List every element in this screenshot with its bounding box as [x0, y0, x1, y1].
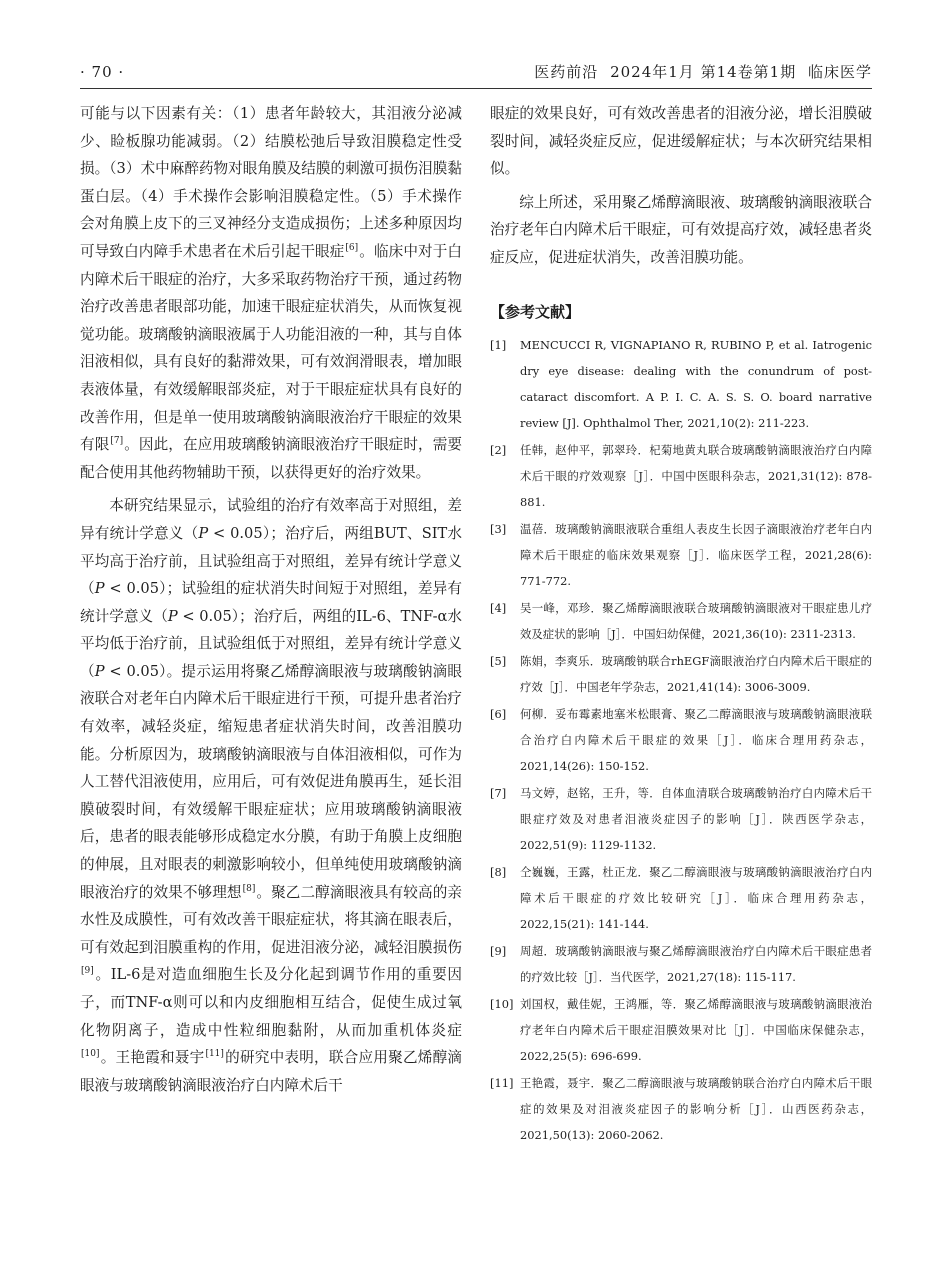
p-symbol: P [198, 524, 209, 542]
reference-item: [2] 任韩，赵仲平，郭翠玲．杞菊地黄丸联合玻璃酸钠滴眼液治疗白内障术后干眼的疗效观察［J］．中国中医眼科杂志，2021,31(12): 878-881. [490, 443, 872, 509]
references-section [490, 302, 872, 1149]
citation: [11] [205, 1049, 224, 1060]
p-value: < 0.05） [104, 662, 167, 680]
citation: [10] [81, 1049, 100, 1060]
reference-item: [5] 陈娟，李爽乐．玻璃酸钠联合rhEGF滴眼液治疗白内障术后干眼症的疗效［J］．中国老年学杂志，2021,41(14): 3006-3009. [490, 654, 872, 694]
p-symbol: P [94, 580, 105, 598]
citation: [8] [242, 883, 256, 894]
journal-info [528, 60, 872, 84]
reference-item: [8] 仝巍巍，王露，杜正龙．聚乙二醇滴眼液与玻璃酸钠滴眼液治疗白内障术后干眼症的疗效比较研究［J］．临床合理用药杂志，2022,15(21): 141-144. [490, 865, 872, 931]
journal-section: 临床医学 [807, 63, 872, 81]
reference-item: [7] 马文婷，赵铭，王升，等．自体血清联合玻璃酸钠治疗白内障术后干眼症疗效及对患者泪液炎症因子的影响［J］．陕西医学杂志，2022,51(9): 1129-1132. [490, 786, 872, 852]
discussion-paragraph-1: 可能与以下因素有关：（1）患者年龄较大，其泪液分泌减少、睑板腺功能减弱。（2）结膜松弛后导致泪膜稳定性受损。（3）术中麻醉药物对眼角膜及结膜的刺激可损伤泪膜黏蛋白层。（4）手术操作会影响泪膜稳定性。（5）手术操作会对角膜上皮下的三叉神经分支造成损伤；上述多种原因均可导致白内障手术患者在术后引起干眼症[6]。临床中对于白内障术后干眼症的治疗，大多采取药物治疗干预，通过药物治疗改善患者眼部功能，加速干眼症症状消失，从而恢复视觉功能。玻璃酸钠滴眼液属于人功能泪液的一种，其与自体泪液相似，具有良好的黏滞效果，可有效润滑眼表，增加眼表液体量，有效缓解眼部炎症，对于干眼症症状具有良好的改善作用，但是单一使用玻璃酸钠滴眼液治疗干眼症的效果有限[7]。因此，在应用玻璃酸钠滴眼液治疗干眼症时，需要配合使用其他药物辅助干预，以获得更好的治疗效果。 [80, 105, 462, 481]
references-title: 【参考文献】 [490, 303, 581, 321]
journal-name: 医药前沿 [534, 63, 599, 81]
reference-item: [9] 周超．玻璃酸钠滴眼液与聚乙烯醇滴眼液治疗白内障术后干眼症患者的疗效比较［J］．当代医学，2021,27(18): 115-117. [490, 944, 872, 984]
p-symbol: P [94, 662, 105, 680]
p-symbol: P [167, 607, 178, 625]
reference-item: [3] 温蓓．玻璃酸钠滴眼液联合重组人表皮生长因子滴眼液治疗老年白内障术后干眼症的临床效果观察［J］．临床医学工程，2021,28(6): 771-772. [490, 522, 872, 588]
left-column [80, 100, 462, 1099]
discussion-paragraph-2: 本研究结果显示，试验组的治疗有效率高于对照组，差异有统计学意义（P < 0.05）；治疗后，两组BUT、SIT水平均高于治疗前，且试验组高于对照组，差异有统计学意义（P < 0.05）；试验组的症状消失时间短于对照组，差异有统计学意义（P < 0.05）；治疗后，两组的IL-6、TNF-α水平均低于治疗前，且试验组低于对照组，差异有统计学意义（P < 0.05）。提示运用将聚乙烯醇滴眼液与玻璃酸钠滴眼液联合对老年白内障术后干眼症进行干预，可提升患者治疗有效率，减轻炎症，缩短患者症状消失时间，改善泪膜功能。分析原因为，玻璃酸钠滴眼液与自体泪液相似，可作为人工替代泪液使用，应用后，可有效促进角膜再生，延长泪膜破裂时间，有效缓解干眼症症状；应用玻璃酸钠滴眼液后，患者的眼表能够形成稳定水分膜，有助于角膜上皮细胞的伸展，且对眼表的刺激影响较小，但单纯使用玻璃酸钠滴眼液治疗的效果不够理想[8]。聚乙二醇滴眼液具有较高的亲水性及成膜性，可有效改善干眼症症状，将其滴在眼表后，可有效起到泪膜重构的作用，促进泪液分泌，减轻泪膜损伤[9]。IL-6是对造血细胞生长及分化起到调节作用的重要因子，而TNF-α则可以和内皮细胞相互结合，促使生成过氧化物阴离子，造成中性粒细胞黏附，从而加重机体炎症[10]。王艳霞和聂宇[11]的研究中表明，联合应用聚乙烯醇滴眼液与玻璃酸钠滴眼液治疗白内障术后干 [80, 497, 462, 1094]
page-number: · 70 · [80, 63, 125, 81]
citation: [6] [345, 242, 359, 253]
reference-item: [6] 何柳．妥布霉素地塞米松眼膏、聚乙二醇滴眼液与玻璃酸钠滴眼液联合治疗白内障术后干眼症的效果［J］．临床合理用药杂志，2021,14(26): 150-152. [490, 707, 872, 773]
reference-list [490, 332, 872, 1148]
citation: [9] [81, 966, 94, 977]
p-value: < 0.05） [177, 607, 240, 625]
reference-item: [11] 王艳霞，聂宇．聚乙二醇滴眼液与玻璃酸钠联合治疗白内障术后干眼症的效果及对泪液炎症因子的影响分析［J］．山西医药杂志，2021,50(13): 2060-2062. [490, 1076, 872, 1142]
right-column [490, 100, 872, 272]
reference-item: [4] 吴一峰，邓珍．聚乙烯醇滴眼液联合玻璃酸钠滴眼液对干眼症患儿疗效及症状的影响［J］．中国妇幼保健，2021,36(10): 2311-2313. [490, 601, 872, 641]
reference-item: [10] 刘国权，戴佳妮，王鸿雁，等．聚乙烯醇滴眼液与玻璃酸钠滴眼液治疗老年白内障术后干眼症泪膜效果对比［J］．中国临床保健杂志，2022,25(5): 696-699. [490, 997, 872, 1063]
reference-item: [1] MENCUCCI R, VIGNAPIANO R, RUBINO P, et al. Iatrogenic dry eye disease: dealing with the conundrum of post-cataract discomfort. A P. I. C. A. S. S. O. board narrative review [J]. Ophthalmol Ther, 2021,10(2): 211-223. [490, 338, 872, 430]
conclusion-paragraph: 综上所述，采用聚乙烯醇滴眼液、玻璃酸钠滴眼液联合治疗老年白内障术后干眼症，可有效提高疗效，减轻患者炎症反应，促进症状消失，改善泪膜功能。 [490, 193, 872, 266]
citation: [7] [110, 436, 124, 447]
p-value: < 0.05） [104, 580, 167, 598]
p-value: < 0.05） [208, 524, 271, 542]
running-header [80, 60, 872, 89]
discussion-continuation: 眼症的效果良好，可有效改善患者的泪液分泌，增长泪膜破裂时间，减轻炎症反应，促进缓解症状；与本次研究结果相似。 [490, 105, 872, 178]
journal-issue: 2024年1月 第14卷第1期 [610, 63, 797, 81]
